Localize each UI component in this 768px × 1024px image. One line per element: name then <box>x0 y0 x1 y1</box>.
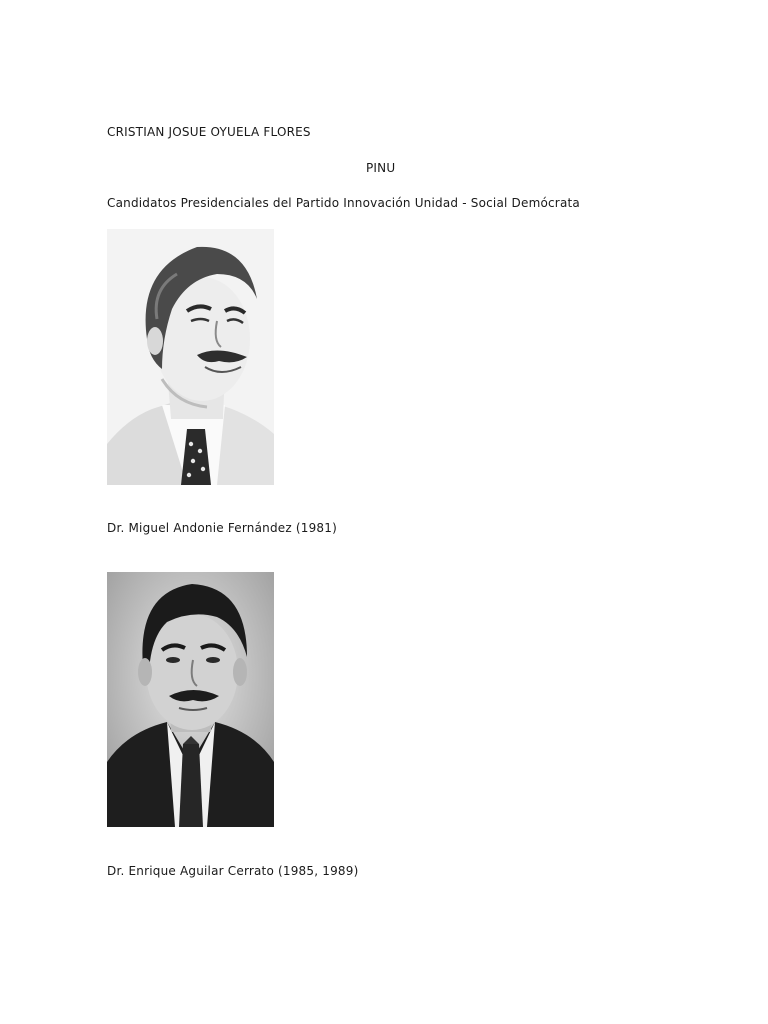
party-name: PINU <box>366 161 396 175</box>
document-subtitle: Candidatos Presidenciales del Partido Innovación Unidad - Social Demócrata <box>107 196 580 210</box>
candidate-caption-1: Dr. Miguel Andonie Fernández (1981) <box>107 521 337 535</box>
portrait-photo-icon <box>107 229 274 485</box>
author-name: CRISTIAN JOSUE OYUELA FLORES <box>107 125 311 139</box>
candidate-caption-2: Dr. Enrique Aguilar Cerrato (1985, 1989) <box>107 864 359 878</box>
candidate-photo-1 <box>107 229 274 485</box>
portrait-photo-icon <box>107 572 274 827</box>
candidate-photo-2 <box>107 572 274 827</box>
